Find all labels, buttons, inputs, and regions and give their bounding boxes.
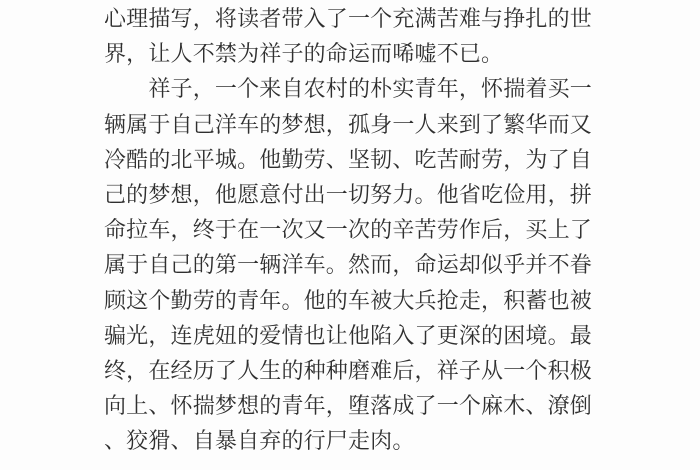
- text-line: 属于自己的第一辆洋车。然而，命运却似乎并不眷: [104, 252, 592, 278]
- text-line: 界，让人不禁为祥子的命运而唏嘘不已。: [104, 41, 504, 67]
- text-line: 终，在经历了人生的种种磨难后，祥子从一个积极: [104, 357, 592, 383]
- text-line: 、狡猾、自暴自弃的行尸走肉。: [104, 428, 415, 454]
- text-block: [104, 1, 596, 458]
- text-line: 祥子，一个来自农村的朴实青年，怀揣着买一: [104, 76, 592, 102]
- text-line: 向上、怀揣梦想的青年，堕落成了一个麻木、潦倒: [104, 393, 592, 419]
- text-line: 冷酷的北平城。他勤劳、坚韧、吃苦耐劳，为了自: [104, 146, 592, 172]
- text-line: 己的梦想，他愿意付出一切努力。他省吃俭用，拼: [104, 181, 592, 207]
- text-line: 辆属于自己洋车的梦想，孤身一人来到了繁华而又: [104, 111, 592, 137]
- text-line: 骗光，连虎妞的爱情也让他陷入了更深的困境。最: [104, 322, 592, 348]
- text-line: 顾这个勤劳的青年。他的车被大兵抢走，积蓄也被: [104, 287, 592, 313]
- text-line: 心理描写，将读者带入了一个充满苦难与挣扎的世: [104, 6, 592, 31]
- text-line: 命拉车，终于在一次又一次的辛苦劳作后，买上了: [104, 217, 592, 243]
